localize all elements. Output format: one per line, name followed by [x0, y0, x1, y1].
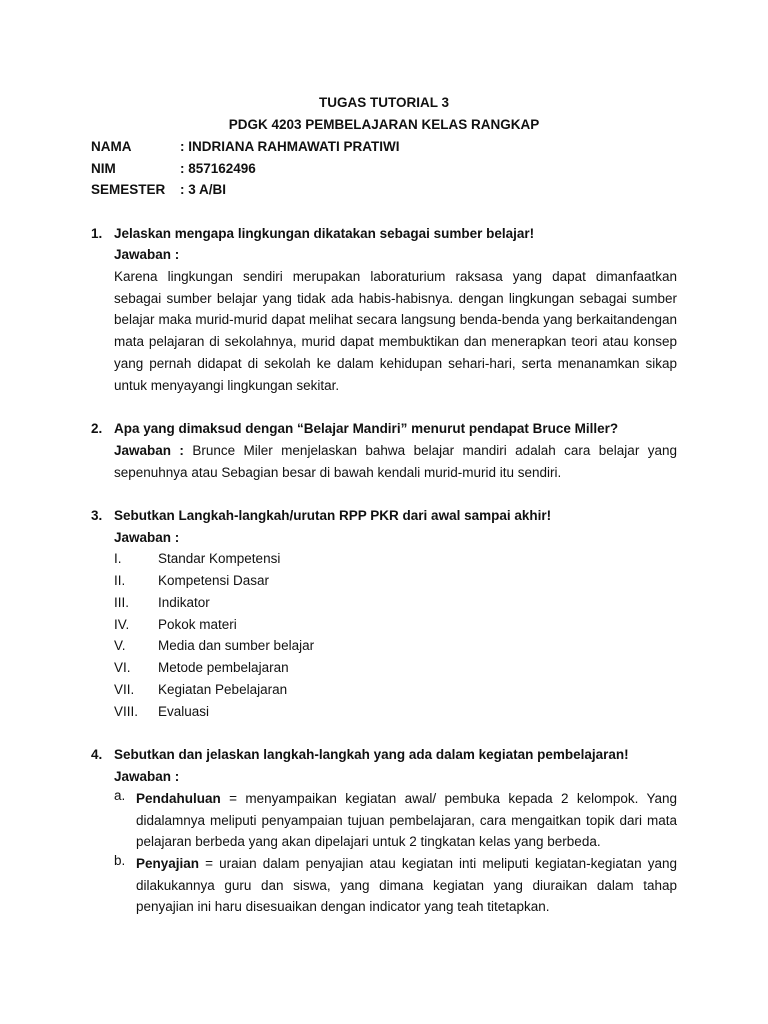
list-number: IV. [114, 617, 130, 632]
list-number: V. [114, 638, 126, 653]
list-text: Indikator [158, 595, 210, 610]
definition: = uraian dalam penyajian atau kegiatan inti meliputi kegiatan-kegiatan yang dilakukannya guru dan siswa, yang dimana kegiatan yang diuraikan dalam tahap penyajian ini haru disesuaikan dengan indicator yang teah titetapkan. [136, 856, 677, 915]
identity-key: NIM [91, 161, 116, 176]
identity-name-row [91, 139, 399, 154]
question-number: 1. [91, 226, 103, 241]
document-title: TUGAS TUTORIAL 3 [318, 95, 449, 110]
list-number: II. [114, 573, 126, 588]
answer-label: Jawaban : [114, 247, 180, 262]
list-number: I. [114, 551, 122, 566]
question-2 [91, 421, 681, 436]
list-item [114, 551, 414, 566]
list-number: VI. [114, 660, 131, 675]
term: Penyajian [136, 856, 200, 871]
identity-value: : 857162496 [180, 161, 256, 176]
list-text: Media dan sumber belajar [158, 638, 315, 653]
list-text: Kompetensi Dasar [158, 573, 270, 588]
list-number: VIII. [114, 704, 139, 719]
question-1 [91, 226, 681, 241]
list-item [114, 638, 414, 653]
list-item [114, 660, 414, 675]
identity-value: : 3 A/BI [180, 182, 227, 197]
answer-1-text: Karena lingkungan sendiri merupakan laboraturium raksasa yang dapat dimanfaatkan sebagai sumber belajar yang tidak ada habis-habisnya. dengan lingkungan sebagai sumber belajar maka murid-murid dapat melihat secara langsung benda-benda yang berkaitandengan mata pelajaran di sekolahnya, murid dapat membuktikan dan menerapkan teori atau konsep yang pernah didapat di sekolah ke dalam kehidupan sehari-hari, serta menanamkan sikap untuk menyayangi lingkungan sekitar. [114, 269, 677, 393]
answer-2 [114, 440, 677, 483]
question-number: 3. [91, 508, 103, 523]
list-item [114, 617, 414, 632]
list-marker: b. [114, 853, 126, 868]
list-number: VII. [114, 682, 135, 697]
list-item [114, 595, 414, 610]
list-text: Pokok materi [158, 617, 237, 632]
question-number: 4. [91, 747, 103, 762]
question-text: Jelaskan mengapa lingkungan dikatakan sebagai sumber belajar! [114, 226, 535, 241]
list-text [136, 788, 677, 853]
question-text: Sebutkan dan jelaskan langkah-langkah yang ada dalam kegiatan pembelajaran! [114, 747, 629, 762]
list-item [114, 573, 414, 588]
question-text: Sebutkan Langkah-langkah/urutan RPP PKR dari awal sampai akhir! [114, 508, 552, 523]
identity-key: SEMESTER [91, 182, 166, 197]
list-marker: a. [114, 788, 126, 803]
definition: = menyampaikan kegiatan awal/ pembuka kepada 2 kelompok. Yang didalamnya meliputi penyampaian tujuan pembelajaran, cara mengaitkan topik dari mata pelajaran berbeda yang akan dipelajari untuk 2 tingkatan kelas yang berbeda. [136, 791, 677, 850]
identity-value: : INDRIANA RAHMAWATI PRATIWI [180, 139, 400, 154]
identity-key: NAMA [91, 139, 132, 154]
list-text: Standar Kompetensi [158, 551, 281, 566]
question-number: 2. [91, 421, 103, 436]
course-title: PDGK 4203 PEMBELAJARAN KELAS RANGKAP [228, 117, 540, 132]
identity-semester-row [91, 182, 226, 197]
answer-label: Jawaban : [114, 530, 180, 545]
answer-label: Jawaban : [114, 443, 184, 458]
question-3 [91, 508, 681, 523]
list-text: Metode pembelajaran [158, 660, 289, 675]
answer-2-text: Brunce Miler menjelaskan bahwa belajar mandiri adalah cara belajar yang sepenuhnya atau Sebagian besar di bawah kendali murid-murid itu sendiri. [114, 443, 677, 480]
list-text: Kegiatan Pebelajaran [158, 682, 288, 697]
list-number: III. [114, 595, 130, 610]
list-item [114, 682, 414, 697]
term: Pendahuluan [136, 791, 221, 806]
list-text: Evaluasi [158, 704, 210, 719]
identity-nim-row [91, 161, 256, 176]
list-text [136, 853, 677, 918]
list-item [114, 704, 414, 719]
question-text: Apa yang dimaksud dengan “Belajar Mandiri” menurut pendapat Bruce Miller? [114, 421, 619, 436]
question-4 [91, 747, 681, 762]
answer-label: Jawaban : [114, 769, 180, 784]
